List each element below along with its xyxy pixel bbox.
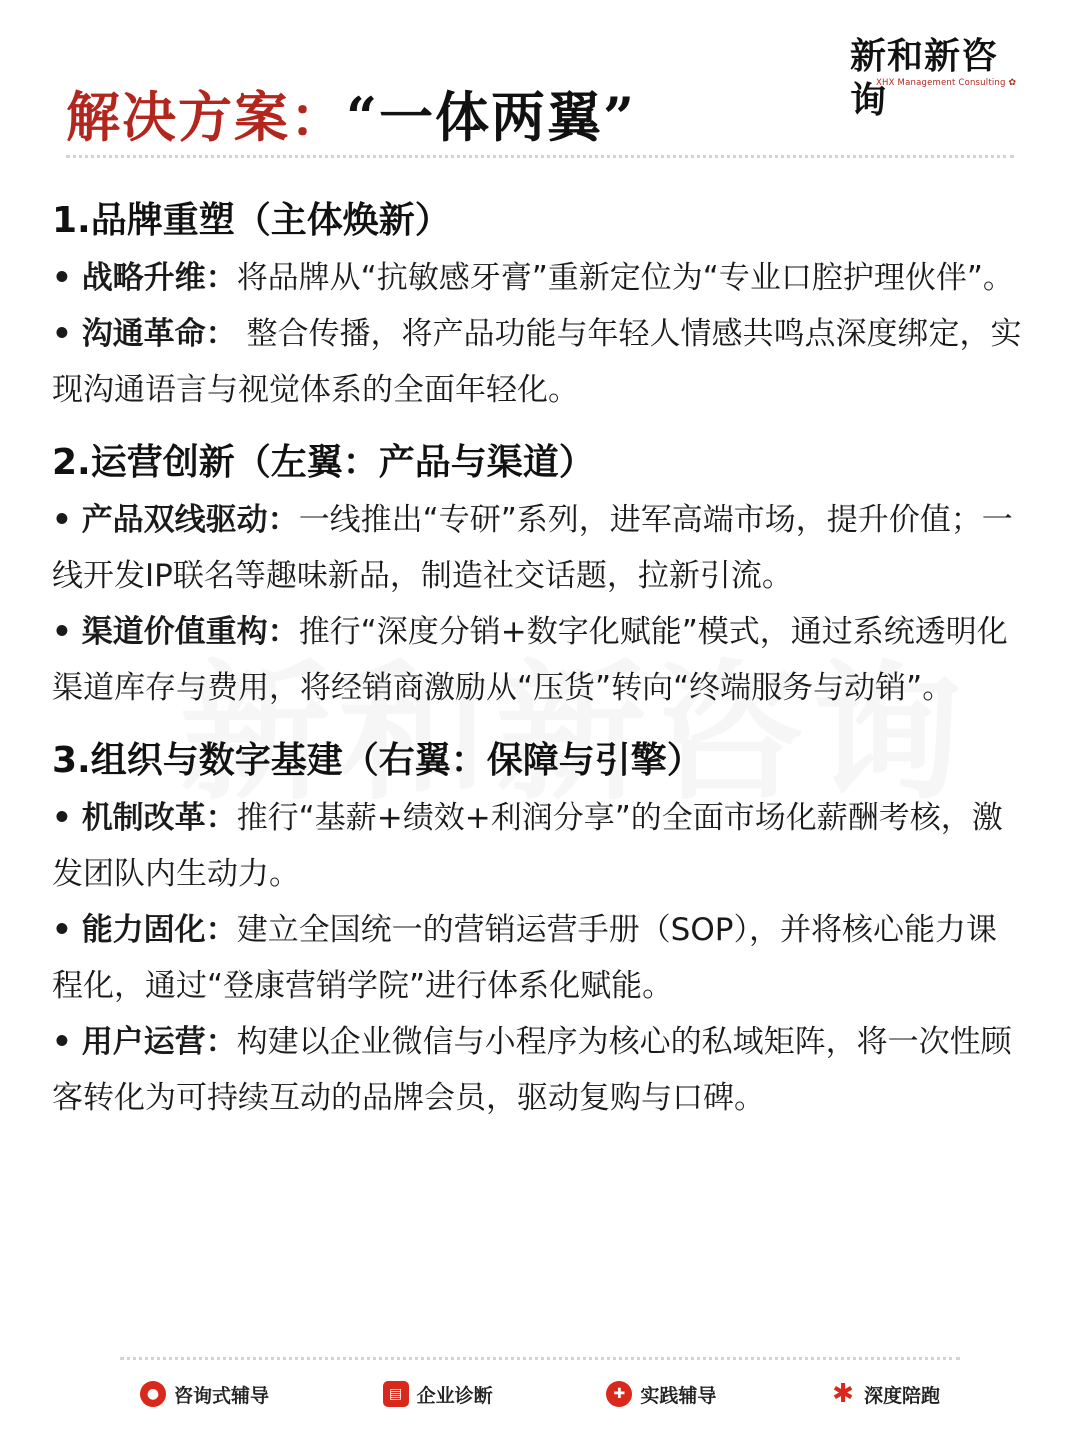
runner-icon: ✱ [832,1379,854,1409]
list-item [52,902,1027,1014]
item-text: 推行“深度分销+数字化赋能”模式，通过系统透明化渠道库存与费用，将经销商激励从“压货”转向“终端服务与动销”。 [52,614,1008,706]
flower-icon: ✿ [1008,78,1017,88]
item-label: 沟通革命： [81,316,237,352]
footer-label: 咨询式辅导 [174,1384,270,1407]
list-item [52,790,1027,902]
top-divider [66,155,1014,158]
list-item [52,604,1027,716]
footer-item-diagnosis [383,1381,493,1408]
list-item [52,492,1027,604]
section-operations [52,434,1027,716]
document-icon: ▤ [383,1381,409,1407]
bullet: • [52,502,72,538]
footer-label: 深度陪跑 [863,1384,940,1407]
footer-item-practice [606,1381,716,1408]
item-label: 战略升维： [81,260,237,296]
item-label: 产品双线驱动： [81,502,299,538]
bullet: • [52,1024,72,1060]
assist-icon: ✚ [606,1381,632,1407]
item-label: 用户运营： [81,1024,237,1060]
item-text: 将品牌从“抗敏感牙膏”重新定位为“专业口腔护理伙伴”。 [236,260,1014,296]
section-heading: 1.品牌重塑（主体焕新） [52,200,451,241]
brand-logo-en: XHX Management Consulting [876,78,1006,88]
item-text: 推行“基薪+绩效+利润分享”的全面市场化薪酬考核，激发团队内生动力。 [52,800,1003,892]
bullet: • [52,260,72,296]
main-content [52,192,1027,1142]
item-text: 整合传播，将产品功能与年轻人情感共鸣点深度绑定，实现沟通语言与视觉体系的全面年轻化。 [52,316,1022,408]
list-item [52,306,1027,418]
item-label: 渠道价值重构： [81,614,299,650]
item-text: 一线推出“专研”系列，进军高端市场，提升价值；一线开发IP联名等趣味新品，制造社交话题，拉新引流。 [52,502,1013,594]
list-item [52,250,1027,306]
brand-logo-text: 新和新咨询 [850,35,999,121]
bottom-divider [120,1357,960,1360]
bullet: • [52,800,72,836]
list-item [52,1014,1027,1126]
footer-item-consulting [140,1381,269,1408]
section-organization [52,732,1027,1126]
bullet: • [52,614,72,650]
section-brand [52,192,1027,418]
item-text: 建立全国统一的营销运营手册（SOP），并将核心能力课程化，通过“登康营销学院”进行体系化赋能。 [52,912,997,1004]
chat-bubble-icon: ● [140,1381,166,1407]
footer-label: 实践辅导 [640,1384,717,1407]
bullet: • [52,912,72,948]
section-heading: 2.运营创新（左翼：产品与渠道） [52,442,595,483]
page-title [66,78,636,148]
item-text: 构建以企业微信与小程序为核心的私域矩阵，将一次性顾客转化为可持续互动的品牌会员，驱动复购与口碑。 [52,1024,1012,1116]
footer-services [140,1372,940,1416]
item-label: 能力固化： [81,912,237,948]
page-title-main: “一体两翼” [346,84,637,149]
brand-logo [850,34,1030,121]
footer-item-accompany [830,1381,940,1408]
page-title-prefix: 解决方案： [66,84,346,149]
footer-label: 企业诊断 [416,1384,493,1407]
brand-logo-subtitle [876,78,1016,88]
item-label: 机制改革： [81,800,237,836]
section-heading: 3.组织与数字基建（右翼：保障与引擎） [52,740,703,781]
bullet: • [52,316,72,352]
